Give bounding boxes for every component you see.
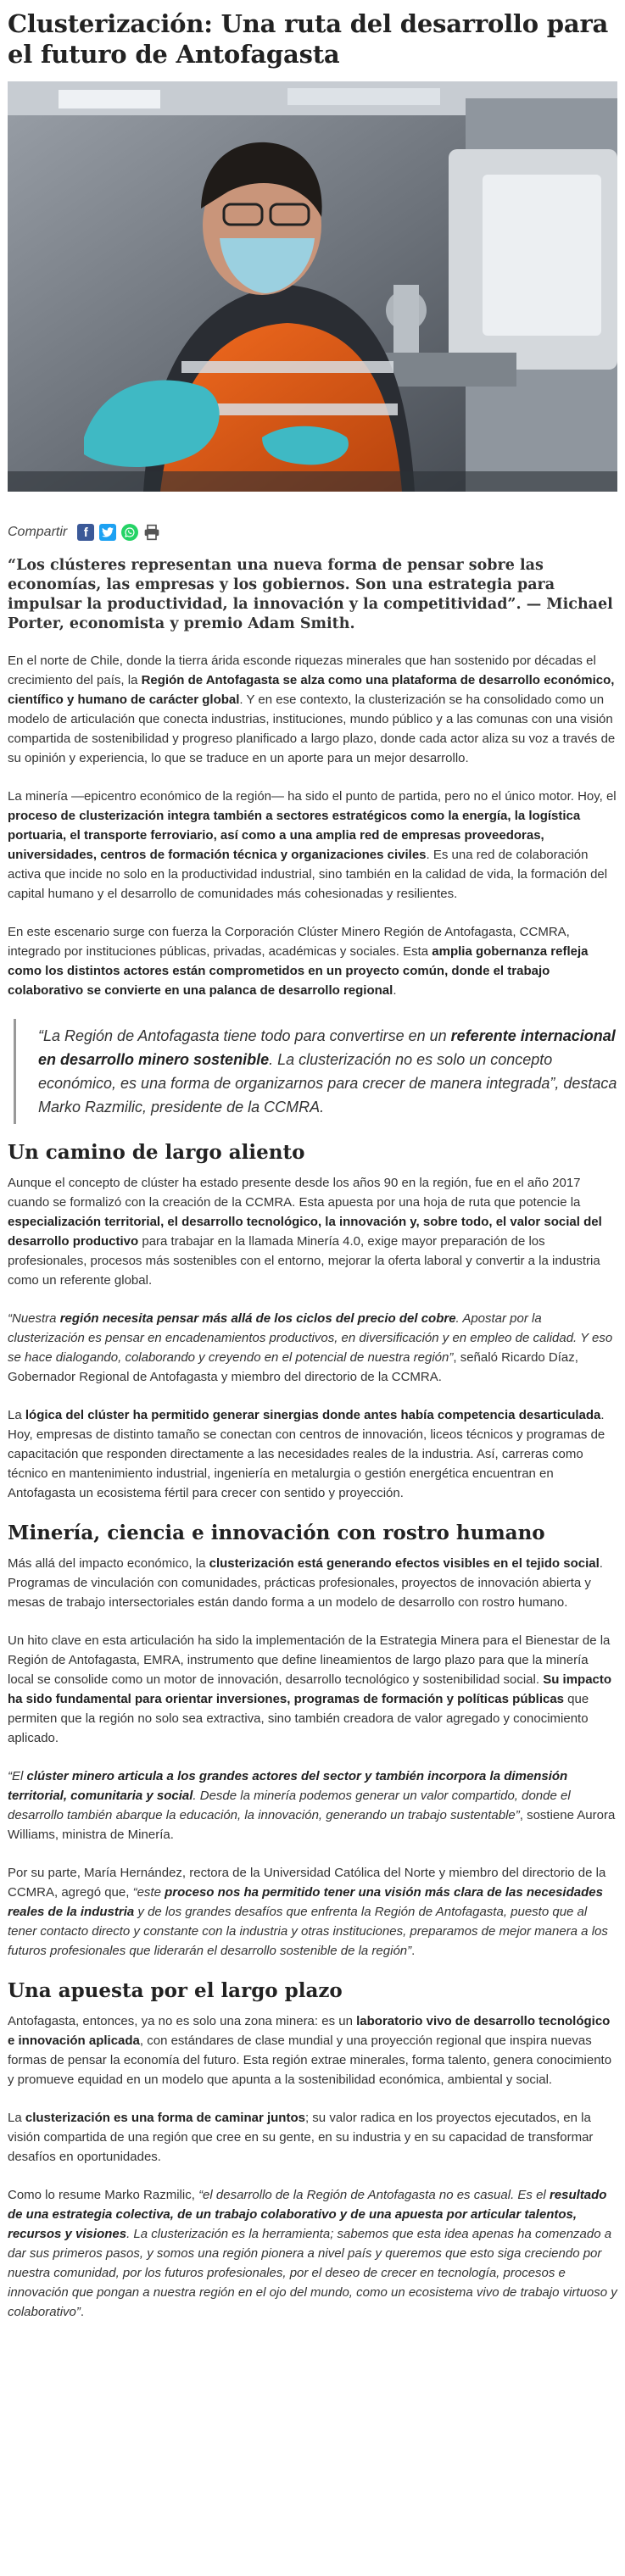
- paragraph-11: Antofagasta, entonces, ya no es solo una zona minera: es un laboratorio vivo de desarrollo tecnológico e innovación aplicada, con estándares de clase mundial y una proyección regional que inspira nuevas formas de pensar la economía del futuro. Esta región extrae minerales, forma talento, genera conocimiento y promueve equidad en un modelo que apunta a la sostenibilidad económica, ambiental y social.: [8, 2014, 612, 2087]
- paragraph-13: Como lo resume Marko Razmilic, “el desarrollo de la Región de Antofagasta no es casual. Es el resultado de una estrategia colectiva, de un trabajo colaborativo y de una apuesta por articular talentos, recursos y visiones. La clusterización es la herramienta; sabemos que esta idea apenas ha comenzado a dar sus primeros pasos, y somos una región pionera a nivel país y queremos que esto siga creciendo por nuestra comunidad, por los futuros profesionales, por el deseo de crecer en tecnología, procesos e innovación que pongan a nuestra región en el ojo del mundo, como un ecosistema vivo de trabajo virtuoso y colaborativo”.: [8, 2188, 617, 2319]
- paragraph-10: Por su parte, María Hernández, rectora de la Universidad Católica del Norte y miembro del directorio de la CCMRA, agregó que, “este proceso nos ha permitido tener una visión más clara de las necesidades reales de la industria y de los grandes desafíos que enfrenta la Región de Antofagasta, puesto que al tener contacto directo y constante con la industria y otras instituciones, preparamos de mejor manera a los futuros profesionales que liderarán el desarrollo sostenible de la región”.: [8, 1866, 608, 1958]
- whatsapp-icon[interactable]: [121, 524, 138, 541]
- section-heading-3: Una apuesta por el largo plazo: [8, 1979, 343, 2002]
- paragraph-3: En este escenario surge con fuerza la Corporación Clúster Minero Región de Antofagasta, CCMRA, integrado por instituciones públicas, privadas, académicas y sociales. Esta amplia gobernanza refleja como los distintos actores están comprometidos en un proyecto común, donde el trabajo colaborativo se convierte en una palanca de desarrollo regional.: [8, 925, 589, 998]
- article: [0, 8, 625, 2322]
- twitter-icon[interactable]: [99, 524, 116, 541]
- article-title: Clusterización: Una ruta del desarrollo para el futuro de Antofagasta: [8, 9, 609, 69]
- paragraph-12: La clusterización es una forma de caminar juntos; su valor radica en los proyectos ejecutados, en la visión compartida de una región que cree en su gente, en su industria y en su capacidad de transformar desafíos en oportunidades.: [8, 2111, 594, 2164]
- paragraph-4: Aunque el concepto de clúster ha estado presente desde los años 90 en la región, fue en el año 2017 cuando se formalizó con la creación de la CCMRA. Esta apuesta por una hoja de ruta que potencie la especialización territorial, el desarrollo tecnológico, la innovación y, sobre todo, el valor social del desarrollo productivo para trabajar en la llamada Minería 4.0, exige mayor preparación de los profesionales, procesos más sostenibles con el entorno, mejorar la oferta laboral y convertir a la industria como un referente global.: [8, 1176, 602, 1288]
- paragraph-6: La lógica del clúster ha permitido generar sinergias donde antes había competencia desarticulada. Hoy, empresas de distinto tamaño se conectan con centros de innovación, liceos técnicos y programas de capacitación que responden directamente a las necesidades reales de la industria. Así, carreras como técnico en mantenimiento industrial, ingeniería en metalurgia o gestión energética encuentran en Antofagasta un ecosistema fértil para crecer con sentido y proyección.: [8, 1408, 605, 1500]
- paragraph-7: Más allá del impacto económico, la clusterización está generando efectos visibles en el tejido social. Programas de vinculación con comunidades, prácticas profesionales, proyectos de innovación abierta y mesas de trabajo intersectoriales están dando forma a un modelo de desarrollo con rostro humano.: [8, 1556, 603, 1610]
- hero-image: [8, 81, 617, 492]
- print-icon[interactable]: [143, 524, 160, 541]
- paragraph-9: “El clúster minero articula a los grandes actores del sector y también incorpora la dimensión territorial, comunitaria y social. Desde la minería podemos generar un valor compartido, donde el desarrollo también abarque la educación, la innovación, generando un trabajo sustentable”, sostiene Aurora Williams, ministra de Minería.: [8, 1769, 616, 1842]
- share-bar: [8, 524, 617, 541]
- section-heading-2: Minería, ciencia e innovación con rostro humano: [8, 1522, 545, 1544]
- paragraph-1: En el norte de Chile, donde la tierra árida esconde riquezas minerales que han sostenido por décadas el crecimiento del país, la Región de Antofagasta se alza como una plataforma de desarrollo económico, científico y humano de carácter global. Y en ese contexto, la clusterización se ha consolidado como un modelo de articulación que conecta industrias, instituciones, mundo público y a las comunas con una visión compartida de sostenibilidad y progreso planificado a largo plazo, donde cada actor aliza su voz a través de su opinión y experiencia, lo que se traduce en un aporte para un mejor desarrollo.: [8, 654, 616, 765]
- section-heading-1: Un camino de largo aliento: [8, 1141, 305, 1164]
- paragraph-5: “Nuestra región necesita pensar más allá de los ciclos del precio del cobre. Apostar por la clusterización es pensar en encadenamientos productivos, en diversificación y en empleo de calidad. Y eso se hace dialogando, colaborando y creyendo en el potencial de nuestra región”, señaló Ricardo Díaz, Gobernador Regional de Antofagasta y miembro del directorio de la CCMRA.: [8, 1311, 613, 1384]
- paragraph-2: La minería —epicentro económico de la región— ha sido el punto de partida, pero no el único motor. Hoy, el proceso de clusterización integra también a sectores estratégicos como la energía, la logística portuaria, el transporte ferroviario, así como a una amplia red de empresas proveedoras, universidades, centros de formación técnica y organizaciones civiles. Es una red de colaboración activa que incide no solo en la productividad industrial, sino también en la calidad de vida, la formación del capital humano y el desarrollo de comunidades más cohesionadas y resilientes.: [8, 789, 617, 901]
- blockquote: “La Región de Antofagasta tiene todo para convertirse en un referente internacional en desarrollo minero sostenible. La clusterización no es solo un concepto económico, es una forma de organizarnos para crecer de manera integrada”, destaca Marko Razmilic, presidente de la CCMRA.: [14, 1019, 617, 1124]
- paragraph-8: Un hito clave en esta articulación ha sido la implementación de la Estrategia Minera para el Bienestar de la Región de Antofagasta, EMRA, instrumento que define lineamientos de largo plazo para que la minería local se consolide como un motor de innovación, desarrollo tecnológico y sostenibilidad social. Su impacto ha sido fundamental para orientar inversiones, programas de formación y políticas públicas que permiten que la región no solo sea extractiva, sino también creadora de valor agregado y conocimiento aplicado.: [8, 1633, 612, 1745]
- facebook-icon[interactable]: f: [77, 524, 94, 541]
- share-label: Compartir: [8, 525, 68, 539]
- lead-quote: “Los clústeres representan una nueva forma de pensar sobre las economías, las empresas y los gobiernos. Son una estrategia para impulsar la productividad, la innovación y la competitividad”. — Michael Porter, economista y premio Adam Smith.: [8, 557, 613, 632]
